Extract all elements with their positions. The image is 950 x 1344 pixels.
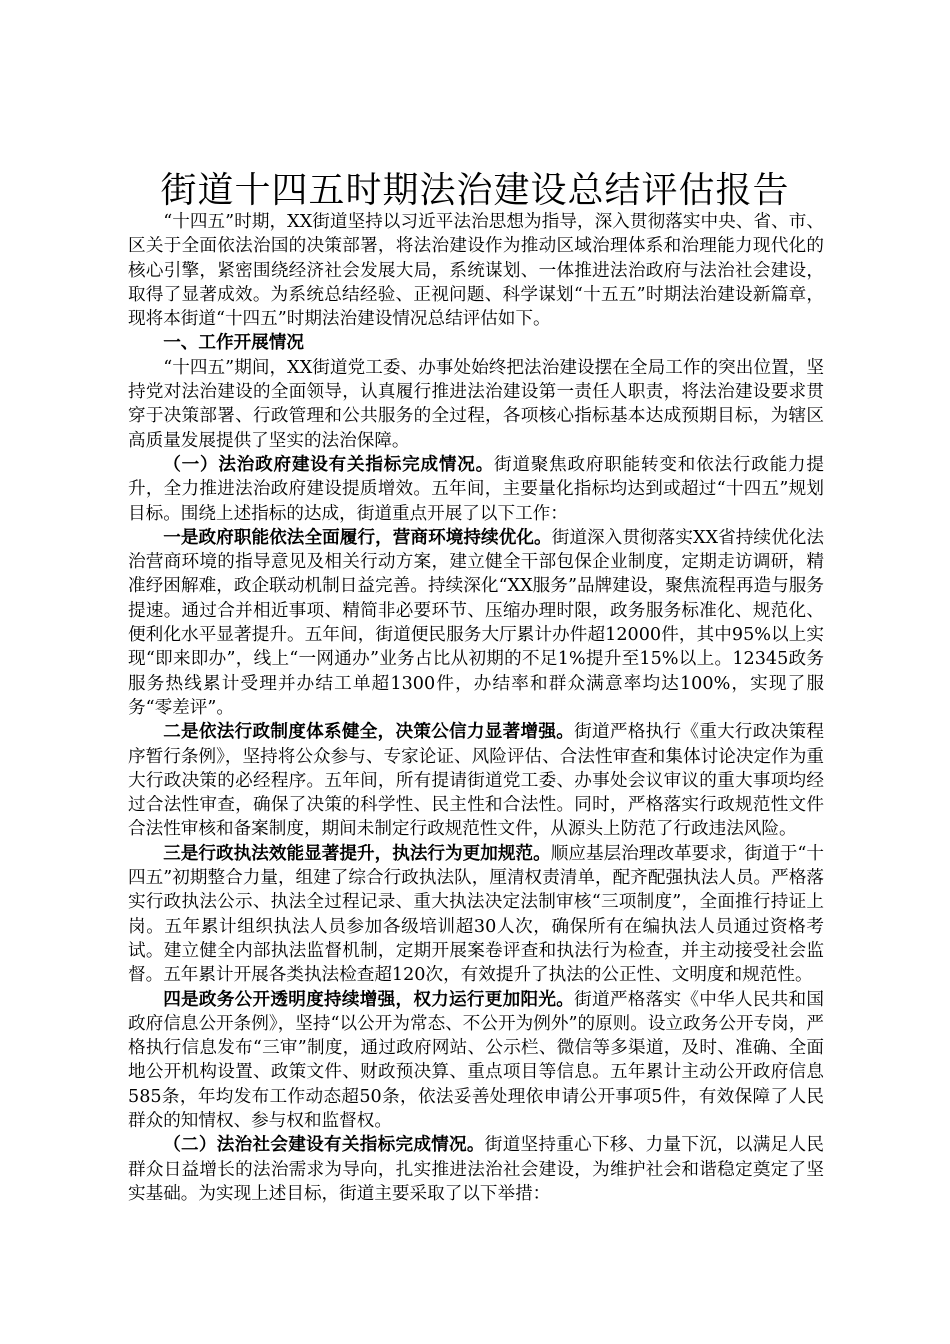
document-body [128, 210, 824, 1206]
item-two-lead: 二是依法行政制度体系健全，决策公信力显著增强。 [163, 721, 575, 743]
item-three-lead: 三是行政执法效能显著提升，执法行为更加规范。 [163, 842, 551, 864]
paragraph-text: 街道聚焦政府职能转变和依法行政能力提升，全力推进法治政府建设提质增效。五年间，主要量化指标均达到或超过“十四五”规划目标。围绕上述指标的达成，街道重点开展了以下工作： [128, 454, 824, 524]
paragraph-text: 街道深入贯彻落实XX省持续优化法治营商环境的指导意见及相关行动方案，建立健全干部包保企业制度，定期走访调研，精准纾困解难，政企联动机制日益完善。持续深化“XX服务”品牌建设，聚焦流程再造与服务提速。通过合并相近事项、精简非必要环节、压缩办理时限，政务服务标准化、规范化、便利化水平显著提升。五年间，街道便民服务大厅累计办件超12000件，其中95%以上实现“即来即办”，线上“一网通办”业务占比从初期的不足1%提升至15%以上。12345政务服务热线累计受理并办结工单超1300件，办结率和群众满意率均达100%，实现了服务“零差评”。 [128, 527, 824, 718]
paragraph-text: “十四五”期间，XX街道党工委、办事处始终把法治建设摆在全局工作的突出位置，坚持党对法治建设的全面领导，认真履行推进法治建设第一责任人职责，将法治建设要求贯穿于决策部署、行政管理和公共服务的全过程，各项核心指标基本达成预期目标，为辖区高质量发展提供了坚实的法治保障。 [128, 357, 824, 451]
item-two-paragraph [128, 720, 824, 841]
subsection-heading-society: （二）法治社会建设有关指标完成情况。 [163, 1134, 485, 1156]
document-title: 街道十四五时期法治建设总结评估报告 [160, 170, 790, 211]
paragraph-text: “十四五”时期，XX街道坚持以习近平法治思想为指导，深入贯彻落实中央、省、市、区关于全面依法治国的决策部署，将法治建设作为推动区域治理体系和治理能力现代化的核心引擎，紧密围绕经济社会发展大局，系统谋划、一体推进法治政府与法治社会建设，取得了显著成效。为系统总结经验、正视问题、科学谋划“十五五”时期法治建设新篇章，现将本街道“十四五”时期法治建设情况总结评估如下。 [128, 212, 824, 330]
item-four-lead: 四是政务公开透明度持续增强，权力运行更加阳光。 [163, 988, 575, 1010]
paragraph-text: 顺应基层治理改革要求，街道于“十四五”初期整合力量，组建了综合行政执法队，厘清权责清单，配齐配强执法人员。严格落实行政执法公示、执法全过程记录、重大执法决定法制审核“三项制度”，全面推行持证上岗。五年累计组织执法人员参加各级培训超30人次，确保所有在编执法人员通过资格考试。建立健全内部执法监督机制，定期开展案卷评查和执法行为检查，并主动接受社会监督。五年累计开展各类执法检查超120次，有效提升了执法的公正性、文明度和规范性。 [128, 843, 824, 986]
overview-paragraph [128, 356, 824, 453]
section-heading-work: 一、工作开展情况 [163, 332, 304, 354]
item-four-paragraph [128, 988, 824, 1134]
intro-paragraph [128, 210, 824, 331]
item-one-paragraph [128, 526, 824, 720]
paragraph-text: 街道坚持重心下移、力量下沉，以满足人民群众日益增长的法治需求为导向，扎实推进法治社会建设，为维护社会和谐稳定奠定了坚实基础。为实现上述目标，街道主要采取了以下举措： [128, 1135, 824, 1204]
subsection-heading-government: （一）法治政府建设有关指标完成情况。 [163, 453, 494, 475]
subsection-government-paragraph [128, 453, 824, 526]
item-three-paragraph [128, 842, 824, 988]
subsection-society-paragraph [128, 1133, 824, 1206]
item-one-lead: 一是政府职能依法全面履行，营商环境持续优化。 [163, 526, 552, 548]
paragraph-text: 街道严格执行《重大行政决策程序暂行条例》，坚持将公众参与、专家论证、风险评估、合法性审查和集体讨论决定作为重大行政决策的必经程序。五年间，所有提请街道党工委、办事处会议审议的重大事项均经过合法性审查，确保了决策的科学性、民主性和合法性。同时，严格落实行政规范性文件合法性审核和备案制度，期间未制定行政规范性文件，从源头上防范了行政违法风险。 [128, 722, 824, 840]
paragraph-text: 街道严格落实《中华人民共和国政府信息公开条例》，坚持“以公开为常态、不公开为例外”的原则。设立政务公开专岗，严格执行信息发布“三审”制度，通过政府网站、公示栏、微信等多渠道，及时、准确、全面地公开机构设置、政策文件、财政预决算、重点项目等信息。五年累计主动公开政府信息585条，年均发布工作动态超50条，依法妥善处理依申请公开事项5件，有效保障了人民群众的知情权、参与权和监督权。 [128, 989, 824, 1131]
